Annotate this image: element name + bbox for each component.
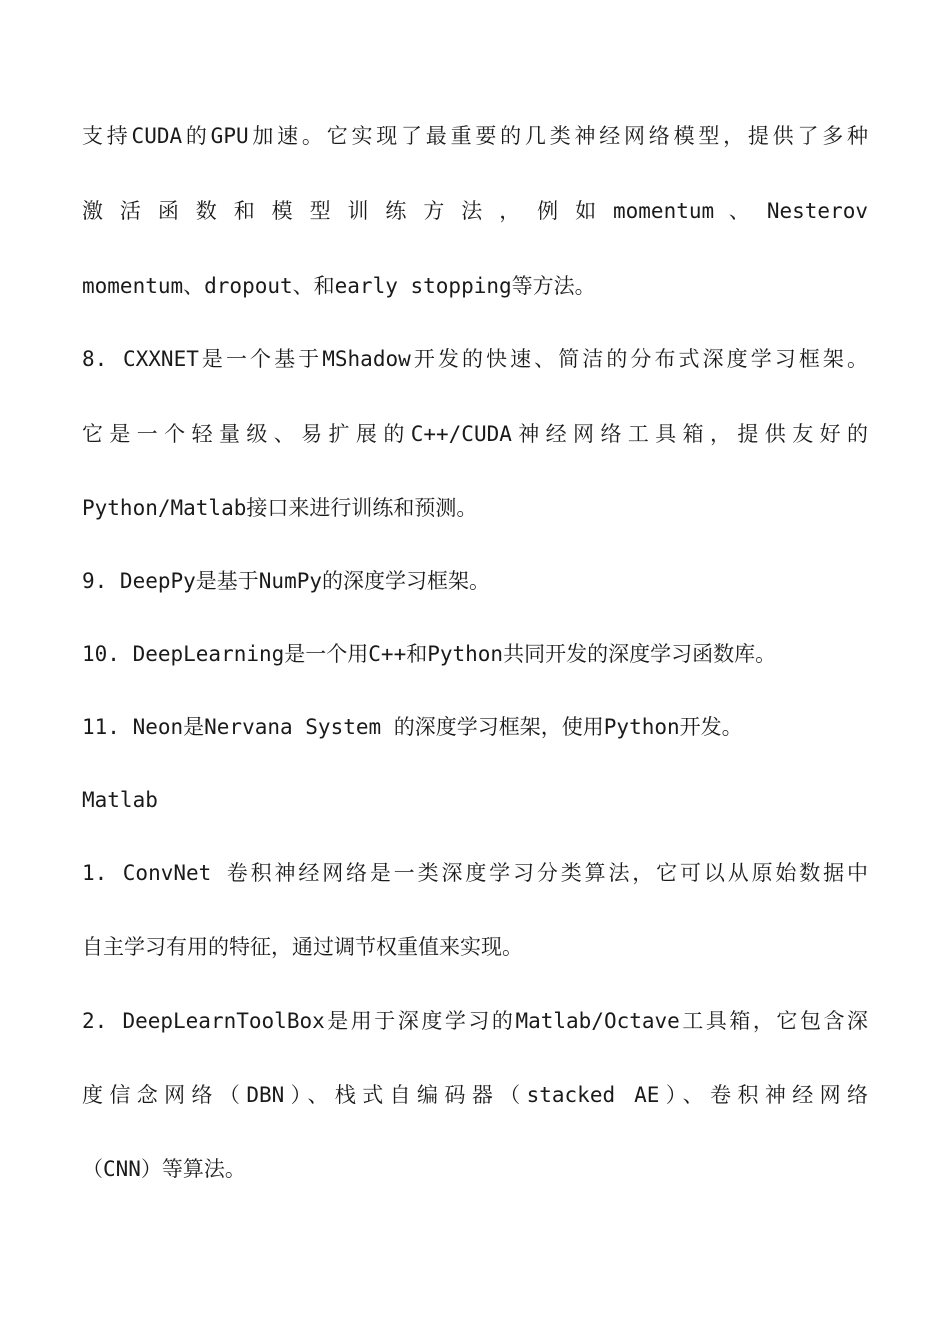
text-line: Python/Matlab接口来进行训练和预测。 — [82, 496, 478, 520]
text-line: 2. DeepLearnToolBox是用于深度学习的Matlab/Octave工具箱，它包含深 — [82, 1009, 868, 1033]
text-line: 9. DeepPy是基于NumPy的深度学习框架。 — [82, 569, 491, 593]
text-line: 激 活 函 数 和 模 型 训 练 方 法 ， 例 如 momentum 、 Nesterov — [82, 199, 868, 223]
text-line: 10. DeepLearning是一个用C++和Python共同开发的深度学习函数库。 — [82, 642, 777, 666]
text-line: momentum、dropout、和early stopping等方法。 — [82, 274, 596, 298]
text-line: 自主学习有用的特征，通过调节权重值来实现。 — [82, 935, 523, 959]
text-line: 它是一个轻量级、易扩展的C++/CUDA神经网络工具箱，提供友好的 — [82, 422, 868, 446]
text-line: 8. CXXNET是一个基于MShadow开发的快速、简洁的分布式深度学习框架。 — [82, 347, 868, 371]
text-line: 11. Neon是Nervana System 的深度学习框架，使用Python开发。 — [82, 715, 743, 739]
text-line: 支持CUDA的GPU加速。它实现了最重要的几类神经网络模型，提供了多种 — [82, 124, 868, 148]
text-line: 度信念网络（DBN）、栈式自编码器（stacked AE）、卷积神经网络 — [82, 1083, 868, 1107]
text-line: 1. ConvNet 卷积神经网络是一类深度学习分类算法，它可以从原始数据中 — [82, 861, 868, 885]
section-heading: Matlab — [82, 788, 158, 812]
text-line: （CNN）等算法。 — [82, 1157, 246, 1181]
